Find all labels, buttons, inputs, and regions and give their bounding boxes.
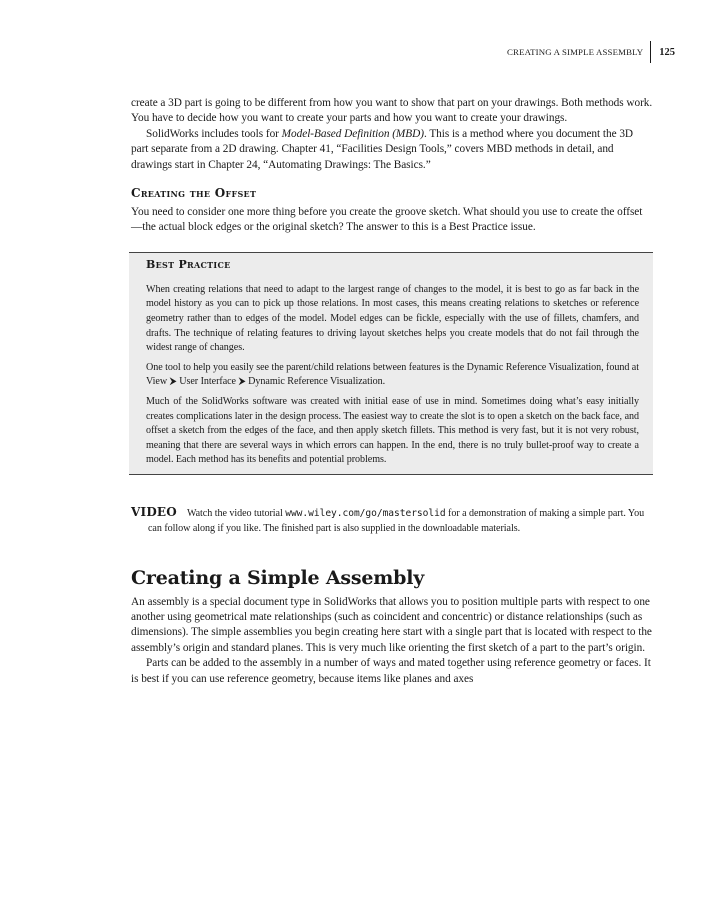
intro-paragraph-2 (131, 127, 653, 173)
intro-text-b: . This is a method where you document the 3D part separate from a 2D drawing. Chapter 41, “Facilities Design Tools,” covers MBD methods in detail, and drawings start in Chapter 24, “Automating Drawings: The Basics.” (131, 127, 634, 171)
best-practice-paragraph-2: One tool to help you easily see the parent/child relations between features is the Dynamic Reference Visualization, found at View ⮞ User Interface ⮞ Dynamic Reference Visualization. (146, 361, 639, 388)
intro-text-a: SolidWorks includes tools for (146, 127, 282, 140)
video-note (131, 505, 653, 537)
video-text-b: for a demonstration of making a simple part. You can follow along if you like. The finished part is also supplied in the downloadable materials. (148, 507, 645, 534)
assembly-paragraph-1: An assembly is a special document type in SolidWorks that allows you to position multiple parts with respect to one another using geometrical mate relationships (such as coincident and concentric) or distance relationships (such as dimensions). The simple assemblies you begin creating here start with a single part that is located with respect to the assembly’s origin and standard planes. This is very much like orienting the first sketch of a part to the part’s origin. (131, 595, 652, 654)
offset-paragraph: You need to consider one more thing before you create the groove sketch. What should you use to create the offset—the actual block edges or the original sketch? The answer to this is a Best Practice issue. (131, 206, 643, 234)
running-header (507, 42, 675, 62)
page-body (131, 96, 653, 687)
intro-paragraph-1: create a 3D part is going to be different from how you want to show that part on your drawings. Both methods work. You have to decide how you want to create your parts and how you want to create your drawings. (131, 97, 653, 125)
best-practice-paragraph-1: When creating relations that need to adapt to the largest range of changes to the model, it is best to go as far back in the model history as you can to pick up those relations. In most cases, this means creating relations to sketches or reference geometry rather than to edges of the model. Model edges can be fickle, especially with the use of fillets, chamfers, and drafts. The technique of relating features to driving layout sketches helps you create models that do not fail through the widest range of changes. (146, 283, 639, 354)
page-number: 125 (659, 46, 675, 58)
best-practice-heading: Best Practice (146, 257, 231, 271)
assembly-paragraph-2: Parts can be added to the assembly in a number of ways and mated together using reference geometry or faces. It is best if you can use reference geometry, because items like planes and axes (131, 657, 651, 685)
best-practice-paragraph-3: Much of the SolidWorks software was created with initial ease of use in mind. Sometimes doing what’s easy initially creates complications later in the design process. The easiest way to create the slot is to open a sketch on the back face, and offset a sketch from the edges of the face, and then apply sketch fillets. This method is very fast, but it is not very robust, meaning that there are several ways in which errors can happen. In the end, there is no truly bullet-proof way to create a model. Each method has its benefits and potential problems. (146, 396, 639, 466)
video-text-a: Watch the video tutorial (186, 507, 286, 519)
mbd-term: Model-Based Definition (MBD) (281, 127, 424, 140)
best-practice-box (129, 252, 653, 475)
offset-section-heading: Creating the Offset (131, 186, 257, 201)
video-label: VIDEO (131, 504, 177, 519)
assembly-section-heading: Creating a Simple Assembly (131, 566, 425, 589)
running-title: CREATING A SIMPLE ASSEMBLY (507, 47, 644, 57)
video-url-link[interactable]: www.wiley.com/go/mastersolid (285, 507, 446, 519)
